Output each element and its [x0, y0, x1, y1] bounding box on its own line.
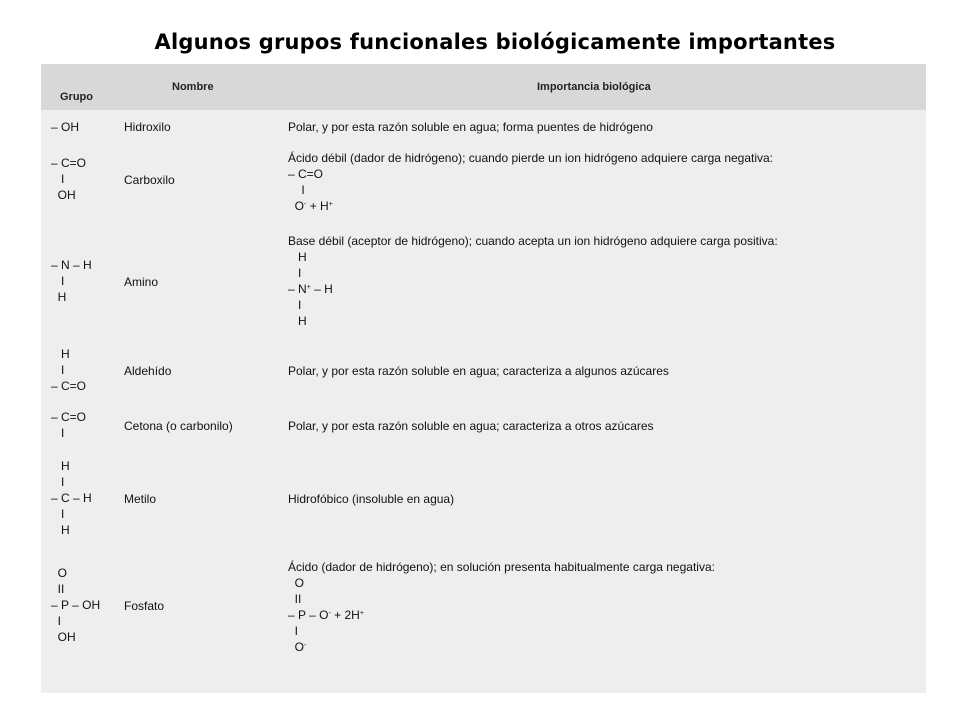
group-importance: Polar, y por esta razón soluble en agua; caracteriza a otros azúcares [288, 419, 654, 433]
group-formula: – OH [51, 120, 80, 134]
group-name: Hidroxilo [124, 120, 171, 134]
group-formula: H I – C=O [51, 347, 87, 393]
table-header [41, 64, 926, 110]
group-formula: – C=O I OH [51, 156, 87, 202]
group-importance: Base débil (aceptor de hidrógeno); cuando acepta un ion hidrógeno adquiere carga positiva: H I – N+ – H I H [288, 234, 778, 328]
page-title: Algunos grupos funcionales biológicamente importantes [154, 30, 836, 54]
group-formula: O II – P – OH I OH [51, 566, 101, 644]
group-name: Carboxilo [124, 173, 175, 187]
group-name: Metilo [124, 492, 157, 506]
header-importancia: Importancia biológica [537, 81, 651, 93]
header-grupo: Grupo [60, 91, 93, 103]
group-formula: H I – C – H I H [51, 459, 92, 537]
group-formula: – N – H I H [51, 258, 92, 304]
header-nombre: Nombre [172, 81, 214, 93]
group-name: Cetona (o carbonilo) [124, 419, 233, 433]
group-formula: – C=O I [51, 410, 87, 440]
group-importance: Polar, y por esta razón soluble en agua; forma puentes de hidrógeno [288, 120, 653, 134]
group-importance: Hidrofóbico (insoluble en agua) [288, 492, 455, 506]
group-importance: Polar, y por esta razón soluble en agua; caracteriza a algunos azúcares [288, 364, 669, 378]
group-name: Amino [124, 275, 159, 289]
group-name: Aldehído [124, 364, 172, 378]
group-importance: Ácido (dador de hidrógeno); en solución presenta habitualmente carga negativa: O II – P – O- + 2H+ I O- [288, 560, 715, 654]
group-name: Fosfato [124, 599, 165, 613]
group-importance: Ácido débil (dador de hidrógeno); cuando pierde un ion hidrógeno adquiere carga negativa: – C=O I O- + H+ [288, 151, 774, 213]
